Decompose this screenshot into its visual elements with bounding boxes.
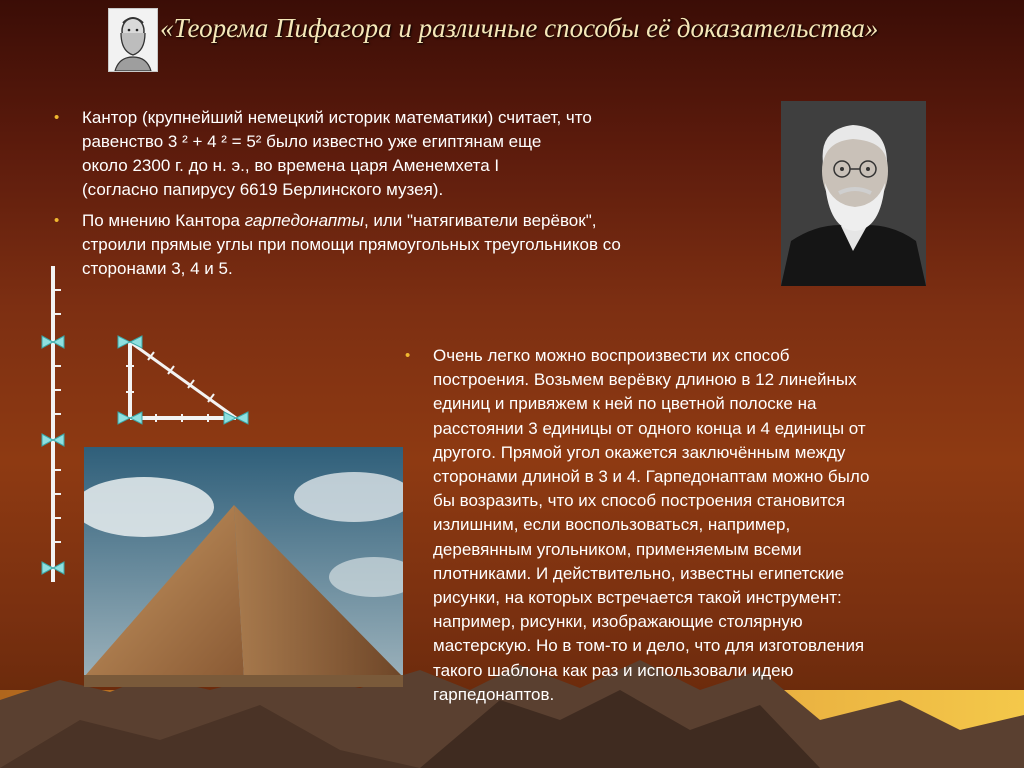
bullet-line: равенство 3 ² + 4 ² = 5² было известно уже египтянам еще <box>82 132 542 151</box>
bullet-item <box>405 344 965 707</box>
bullet-list-top <box>54 106 744 288</box>
bullet-line: другого. Прямой угол окажется заключённым между <box>433 442 846 462</box>
bullet-line: плотниками. И действительно, известны египетские <box>433 563 845 583</box>
bullet-line: такого шаблона как раз и использовали идею <box>433 660 794 680</box>
bullet-line: рисунки, на которых встречается такой инструмент: <box>433 588 842 608</box>
bullet-line: бы возразить, что их способ построения становится <box>433 491 846 511</box>
rope-triangle-icon <box>110 330 255 430</box>
pythagoras-portrait-icon <box>108 8 158 72</box>
bullet-line: сторонами 3, 4 и 5. <box>82 259 233 278</box>
bullet-line: расстоянии 3 единицы от одного конца и 4 единицы от <box>433 418 866 438</box>
bullet-line: построения. Возьмем верёвку длиною в 12 линейных <box>433 370 857 390</box>
bullet-list-right <box>405 344 965 714</box>
bullet-line: Кантор (крупнейший немецкий историк математики) считает, что <box>82 108 592 127</box>
cantor-portrait-icon <box>781 101 926 286</box>
title-bar <box>108 8 1008 74</box>
bullet-line: сторонами длиной в 3 и 4. Гарпедонаптам можно было <box>433 467 870 487</box>
bullet-dot-icon: • <box>405 347 411 364</box>
bullet-item <box>54 209 744 281</box>
bullet-line: гарпедонаптов. <box>433 684 555 704</box>
bullet-line: строили прямые углы при помощи прямоугольных треугольников со <box>82 235 621 254</box>
pyramid-photo-icon <box>84 447 403 687</box>
page-title: «Теорема Пифагора и различные способы её доказательства» <box>160 13 879 43</box>
bullet-dot-icon: • <box>54 109 60 126</box>
bullet-line: По мнению Кантора гарпедонапты, или "натягиватели верёвок", <box>82 211 597 230</box>
bullet-line: деревянным угольником, применяемым всеми <box>433 539 802 559</box>
bullet-dot-icon: • <box>54 212 60 229</box>
bullet-paragraph <box>433 344 965 707</box>
bullet-line: например, рисунки, изображающие столярную <box>433 612 803 632</box>
bullet-line: Очень легко можно воспроизвести их способ <box>433 346 790 365</box>
bullet-item <box>54 106 744 202</box>
rope-vertical-icon <box>36 262 76 587</box>
bullet-line: (согласно папирусу 6619 Берлинского музея). <box>82 180 444 199</box>
bullet-line: мастерскую. Но в том-то и дело, что для изготовления <box>433 636 865 656</box>
bullet-line: излишним, если воспользоваться, например, <box>433 515 791 535</box>
bullet-line: около 2300 г. до н. э., во времена царя Аменемхета I <box>82 156 500 175</box>
term-harpedonaptae: гарпедонапты <box>244 211 364 230</box>
bullet-line: единиц и привяжем к ней по цветной полоске на <box>433 394 817 414</box>
